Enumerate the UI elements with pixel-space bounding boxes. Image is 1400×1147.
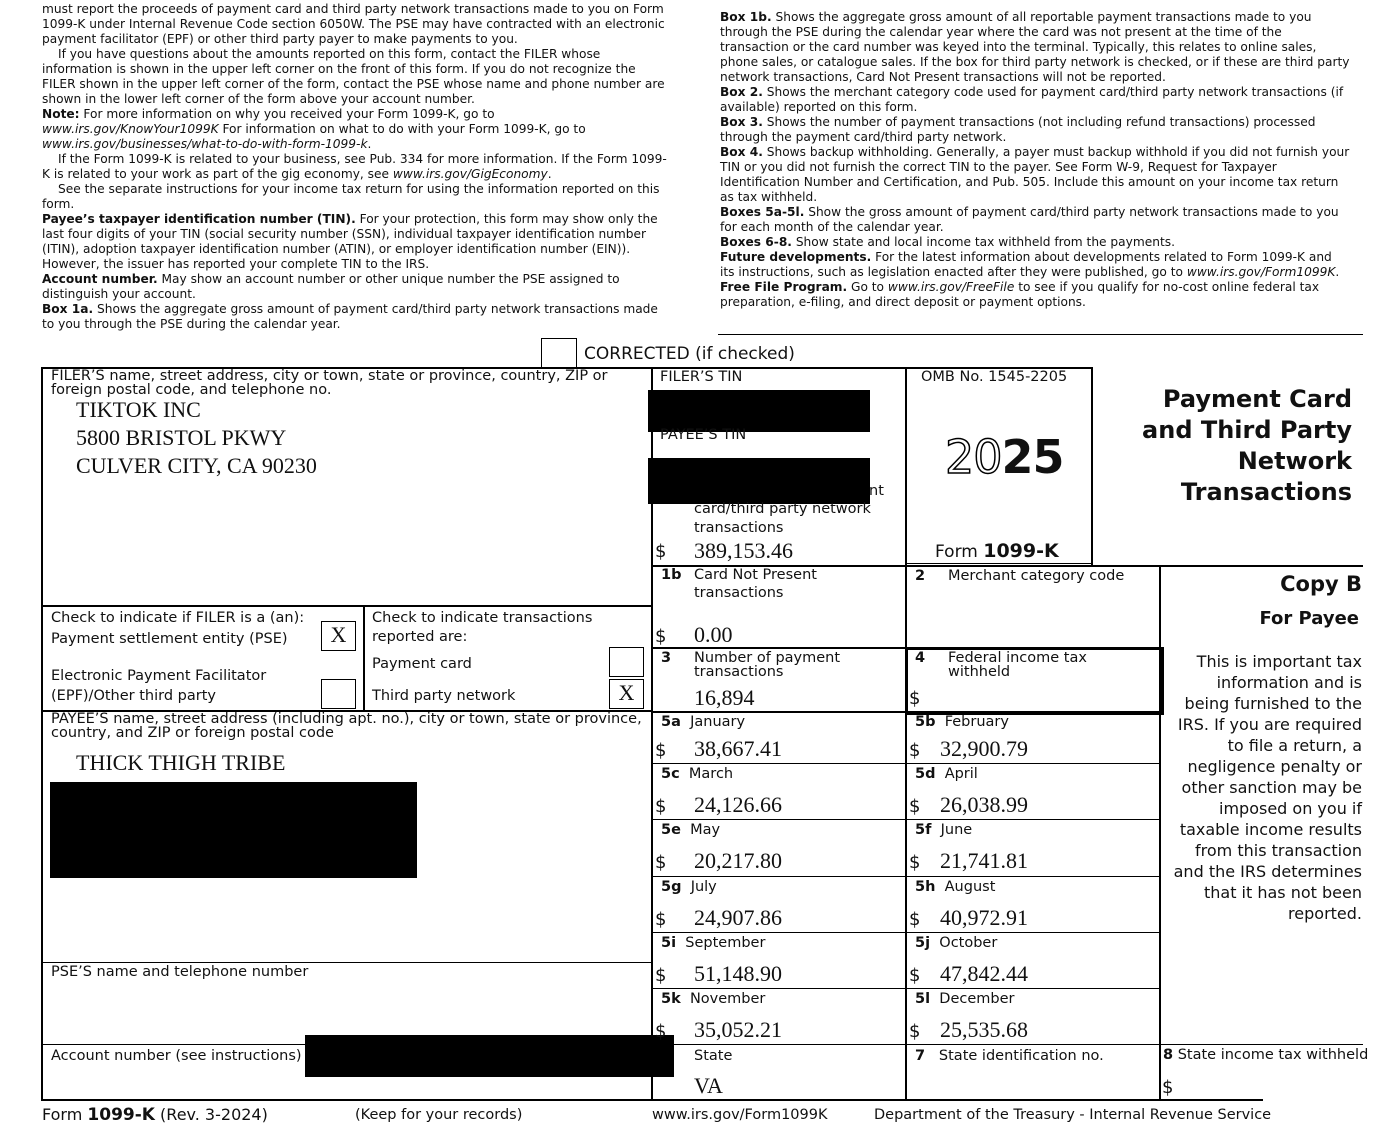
footer-url[interactable]: www.irs.gov/Form1099K <box>652 1107 828 1123</box>
instr-intro: must report the proceeds of payment card and third party network transactions made to you on Form 1099-K under Internal Revenue Code section 6050W. The PSE may have contracted with an electronic payment facilitator (EPF) or other third party payer to make payments to you. <box>42 2 665 46</box>
top-rule <box>718 334 1363 335</box>
box5k-value: 35,052.21 <box>694 1017 782 1042</box>
box5b-label: 5b February <box>915 714 1009 730</box>
box5h-label: 5h August <box>915 879 996 895</box>
epf-checkbox[interactable] <box>321 679 356 709</box>
box1b-label-1: Card Not Present <box>694 567 817 583</box>
footer-form-id: Form 1099-K (Rev. 3-2024) <box>42 1105 268 1125</box>
form-id: Form 1099-K <box>935 540 1059 562</box>
form-title: Payment Card and Third Party Network Transactions <box>1142 385 1352 506</box>
third-party-label: Third party network <box>372 688 516 704</box>
payee-tin-label: PAYEE’S TIN <box>660 427 747 443</box>
instr-box1a: Box 1a. Shows the aggregate gross amount of payment card/third party network transactions made to you through the PSE during the calendar year. <box>42 302 658 331</box>
check-filer-label: Check to indicate if FILER is a (an): <box>51 610 305 626</box>
box3-num: 3 <box>661 650 672 666</box>
link-form1099k[interactable]: www.irs.gov/Form1099K <box>1186 265 1336 279</box>
box8-dollar: $ <box>1162 1077 1174 1098</box>
box2-label: Merchant category code <box>948 568 1125 584</box>
payee-tin-redacted <box>648 458 870 504</box>
box5g-label: 5g July <box>661 879 717 895</box>
box4-num: 4 <box>915 650 926 666</box>
box5d-label: 5d April <box>915 766 978 782</box>
filer-city: CULVER CITY, CA 90230 <box>76 453 317 478</box>
important-notice: This is important tax information and is being furnished to the IRS. If you are required to file a return, a negligence penalty or other sanction may be imposed on you if taxable income results from this transaction and the IRS determines that it has not been reported. <box>1173 652 1362 923</box>
instr-future: Future developments. For the latest information about developments related to Form 1099-K and its instructions, such as legislation enacted after they were published, go to www.irs.gov/Form1099K. <box>720 250 1340 279</box>
box5k-label: 5k November <box>661 991 766 1007</box>
instr-box1b: Box 1b. Shows the aggregate gross amount of all reportable payment transactions made to you through the PSE during the calendar year where the card was not present at the time of the transaction or the card number was keyed into the terminal. Typically, this relates to online sales, phone sales, or catalogue sales. If the box for third party network is checked, or if these are third party network transactions, Card Not Present transactions will not be reported. <box>720 10 1350 84</box>
filer-tin-redacted <box>648 390 870 432</box>
payment-card-label: Payment card <box>372 656 472 672</box>
filer-name: TIKTOK INC <box>76 397 201 422</box>
box1a-label-line2: card/third party network <box>694 501 871 517</box>
box5e-label: 5e May <box>661 822 721 838</box>
box1b-label: 1b <box>661 567 682 583</box>
box5l-label: 5l December <box>915 991 1015 1007</box>
box4-label-1: Federal income tax <box>948 650 1087 666</box>
instr-box3: Box 3. Shows the number of payment transactions (not including refund transactions) processed through the payment card/third party network. <box>720 115 1316 144</box>
box5b-value: 32,900.79 <box>940 736 1028 761</box>
box5a-value: 38,667.41 <box>694 736 782 761</box>
payee-label-2: country, and ZIP or foreign postal code <box>51 725 334 741</box>
omb-number: OMB No. 1545-2205 <box>921 369 1068 385</box>
box5j-label: 5j October <box>915 935 998 951</box>
box1b-label-2: transactions <box>694 585 784 601</box>
instr-questions: If you have questions about the amounts reported on this form, contact the FILER whose information is shown in the upper left corner on the front of this form. If you do not recognize the FILER shown in the upper left corner of the form, contact the PSE whose name and phone number are shown in the lower left corner of the form above your account number. <box>42 47 665 106</box>
instr-freefile: Free File Program. Go to www.irs.gov/FreeFile to see if you qualify for no-cost online federal tax preparation, e-filing, and direct deposit or payment options. <box>720 280 1320 309</box>
instr-business: If the Form 1099-K is related to your business, see Pub. 334 for more information. If the Form 1099-K is related to your work as part of the gig economy, see www.irs.gov/GigEconomy. <box>42 152 667 181</box>
box5d-value: 26,038.99 <box>940 792 1028 817</box>
instr-tin: Payee’s taxpayer identification number (TIN). For your protection, this form may show only the last four digits of your TIN (social security number (SSN), individual taxpayer identification number (ITIN), adoption taxpayer identification number (ATIN), or employer identification number (EIN)). However, the issuer has reported your complete TIN to the IRS. <box>42 212 658 271</box>
payment-card-checkbox[interactable] <box>609 647 644 677</box>
box8-label: 8 State income tax withheld <box>1163 1047 1369 1063</box>
box3-label-2: transactions <box>694 664 784 680</box>
box5i-label: 5i September <box>661 935 766 951</box>
box5f-label: 5f June <box>915 822 973 838</box>
link-freefile[interactable]: www.irs.gov/FreeFile <box>887 280 1015 294</box>
box4-label-2: withheld <box>948 664 1011 680</box>
box5c-value: 24,126.66 <box>694 792 782 817</box>
account-number-redacted <box>305 1035 674 1077</box>
payee-name: THICK THIGH TRIBE <box>76 750 286 775</box>
payee-label-1: PAYEE’S name, street address (including apt. no.), city or town, state or province, <box>51 711 642 727</box>
account-number-label: Account number (see instructions) <box>51 1048 302 1064</box>
instr-box5: Boxes 5a-5l. Show the gross amount of payment card/third party network transactions made to you for each month of the calendar year. <box>720 205 1339 234</box>
box1a-dollar: $ <box>655 541 667 562</box>
box3-value: 16,894 <box>694 685 755 710</box>
box4-dollar: $ <box>909 688 921 709</box>
box5a-label: 5a January <box>661 714 746 730</box>
box1b-dollar: $ <box>655 626 667 647</box>
box3-label-1: Number of payment <box>694 650 841 666</box>
instr-box2: Box 2. Shows the merchant category code used for payment card/third party network transactions (if available) reported on this form. <box>720 85 1344 114</box>
state-label: State <box>694 1048 733 1064</box>
link-know-your-1099k[interactable]: www.irs.gov/KnowYour1099K <box>42 122 219 136</box>
state-value: VA <box>694 1073 723 1098</box>
box5j-value: 47,842.44 <box>940 961 1028 986</box>
instr-box6: Boxes 6-8. Show state and local income tax withheld from the payments. <box>720 235 1175 249</box>
check-trans-label-1: Check to indicate transactions <box>372 610 593 626</box>
box5i-value: 51,148.90 <box>694 961 782 986</box>
corrected-label: CORRECTED (if checked) <box>584 344 795 364</box>
instr-box4: Box 4. Shows backup withholding. Generally, a payer must backup withhold if you did not furnish your TIN or you did not furnish the correct TIN to the payer. See Form W-9, Request for Taxpayer Identification Number and Certification, and Pub. 505. Include this amount on your income tax return as tax withheld. <box>720 145 1350 204</box>
instr-note: Note: For more information on why you received your Form 1099-K, go to www.irs.gov/KnowYour1099K For information on what to do with your Form 1099-K, go to www.irs.gov/businesses/what-to-do-with-form-1099-k. <box>42 107 586 151</box>
box5h-value: 40,972.91 <box>940 905 1028 930</box>
filer-tin-label: FILER’S TIN <box>660 369 743 385</box>
check-trans-label-2: reported are: <box>372 629 468 645</box>
box1a-value: 389,153.46 <box>694 538 793 563</box>
epf-option-label-2: (EPF)/Other third party <box>51 688 216 704</box>
box1b-value: 0.00 <box>694 622 733 647</box>
copy-b-label: Copy B <box>1280 572 1362 596</box>
link-what-to-do[interactable]: www.irs.gov/businesses/what-to-do-with-form-1099-k <box>42 137 368 151</box>
box1a-label-line3: transactions <box>694 520 784 536</box>
pse-option-label: Payment settlement entity (PSE) <box>51 631 288 647</box>
instructions-right <box>720 10 1350 310</box>
footer-department: Department of the Treasury - Internal Revenue Service <box>874 1107 1272 1123</box>
box5e-value: 20,217.80 <box>694 848 782 873</box>
for-payee-label: For Payee <box>1259 608 1359 629</box>
instr-account: Account number. May show an account number or other unique number the PSE assigned to distinguish your account. <box>42 272 620 301</box>
footer-keep: (Keep for your records) <box>355 1107 523 1123</box>
box5l-value: 25,535.68 <box>940 1017 1028 1042</box>
box7-label: 7 State identification no. <box>915 1048 1104 1064</box>
epf-option-label-1: Electronic Payment Facilitator <box>51 668 267 684</box>
instructions-left <box>42 2 668 332</box>
pse-checkbox[interactable]: X <box>321 621 356 651</box>
box2-num: 2 <box>915 568 926 584</box>
pse-name-label: PSE’S name and telephone number <box>51 964 309 980</box>
box5c-label: 5c March <box>661 766 734 782</box>
third-party-checkbox[interactable]: X <box>609 679 644 709</box>
corrected-checkbox[interactable] <box>541 338 577 368</box>
box5g-value: 24,907.86 <box>694 905 782 930</box>
payee-address-redacted <box>50 782 417 878</box>
filer-label: FILER’S name, street address, city or town, state or province, country, ZIP or foreign postal code, and telephone no. <box>51 368 608 398</box>
tax-year: 2025 <box>945 430 1064 484</box>
filer-street: 5800 BRISTOL PKWY <box>76 425 287 450</box>
box5f-value: 21,741.81 <box>940 848 1028 873</box>
instr-separate: See the separate instructions for your income tax return for using the information reported on this form. <box>42 182 660 211</box>
link-gig-economy[interactable]: www.irs.gov/GigEconomy <box>392 167 548 181</box>
box1a-label-tail: nt <box>869 483 884 499</box>
